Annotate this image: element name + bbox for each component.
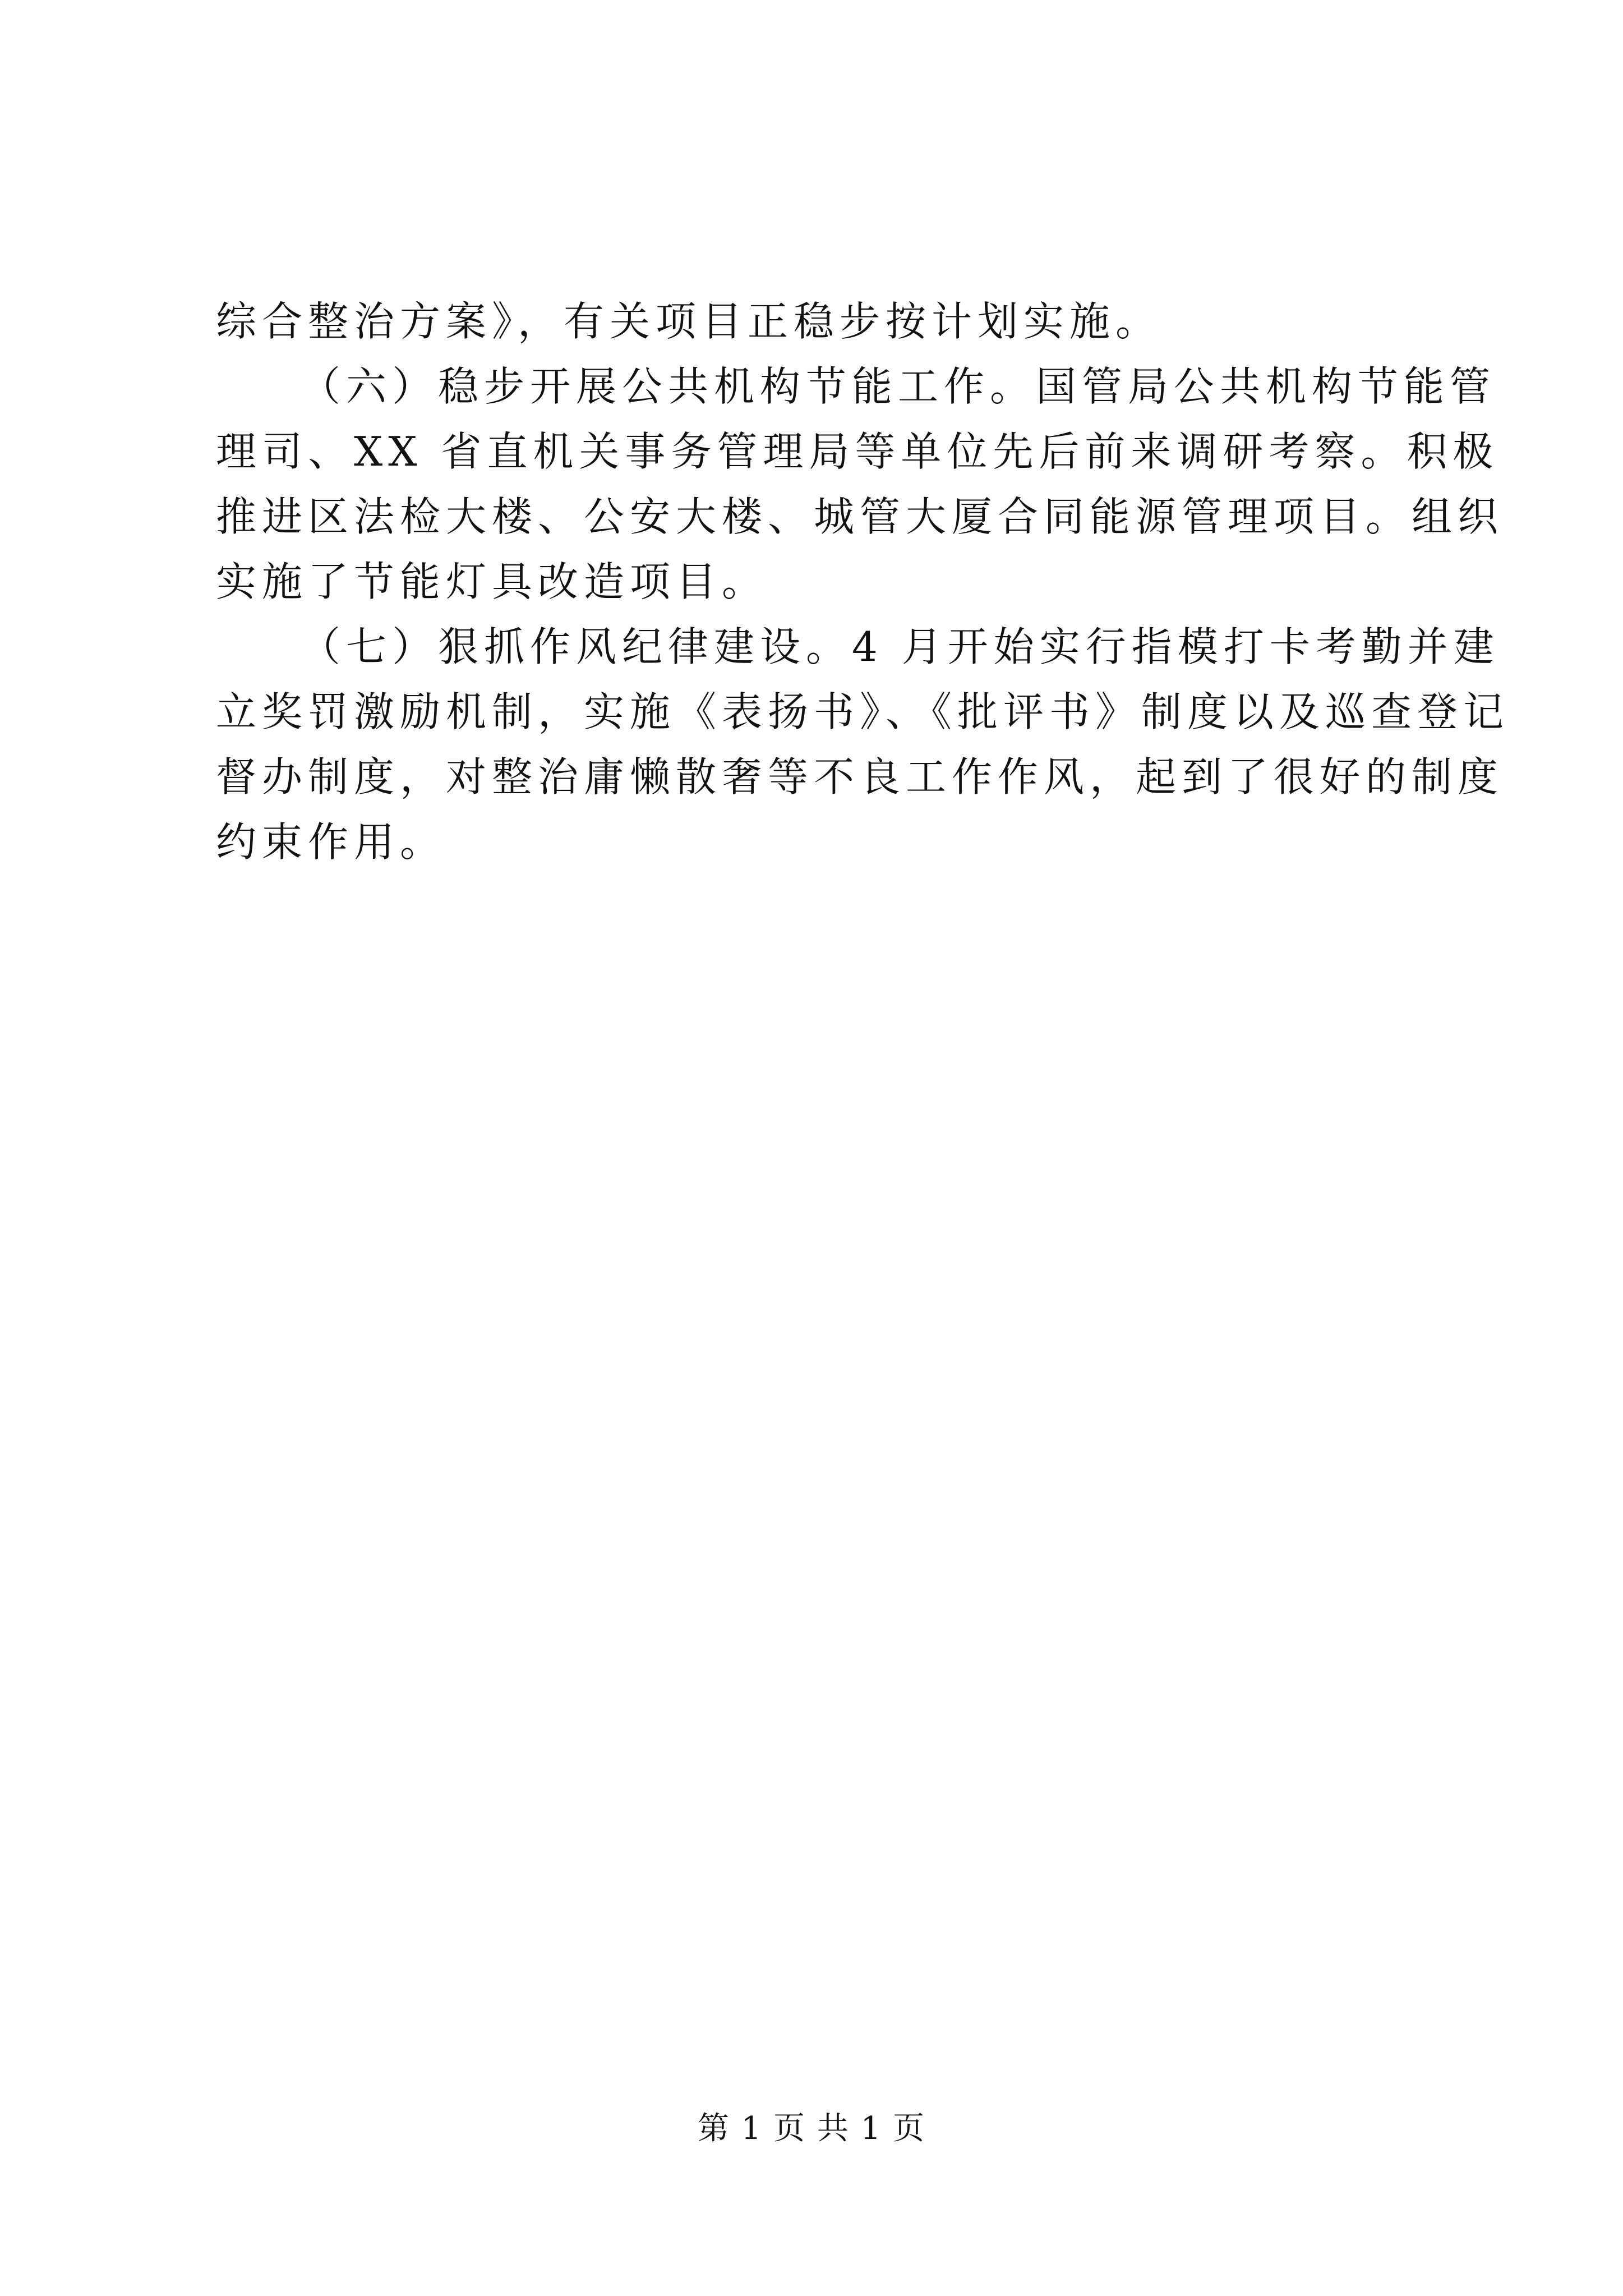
paragraph-line: 推进区法检大楼、公安大楼、城管大厦合同能源管理项目。组织: [216, 493, 1504, 540]
paragraph-line: 立奖罚激励机制，实施《表扬书》、《批评书》制度以及巡查登记: [216, 688, 1510, 735]
paragraph-line: （七）狠抓作风纪律建设。4 月开始实行指模打卡考勤并建: [300, 623, 1500, 670]
paragraph-line: 督办制度，对整治庸懒散奢等不良工作作风，起到了很好的制度: [216, 753, 1504, 800]
paragraph-line: （六）稳步开展公共机构节能工作。国管局公共机构节能管: [300, 363, 1496, 410]
paragraph-line: 实施了节能灯具改造项目。: [216, 558, 768, 605]
paragraph-line: 约束作用。: [216, 818, 446, 866]
document-body: [216, 289, 1510, 875]
paragraph-line: 综合整治方案》，有关项目正稳步按计划实施。: [216, 298, 1162, 345]
page-number-footer: 第 1 页 共 1 页: [697, 2110, 926, 2147]
paragraph-line: 理司、XX 省直机关事务管理局等单位先后前来调研考察。积极: [216, 428, 1499, 475]
